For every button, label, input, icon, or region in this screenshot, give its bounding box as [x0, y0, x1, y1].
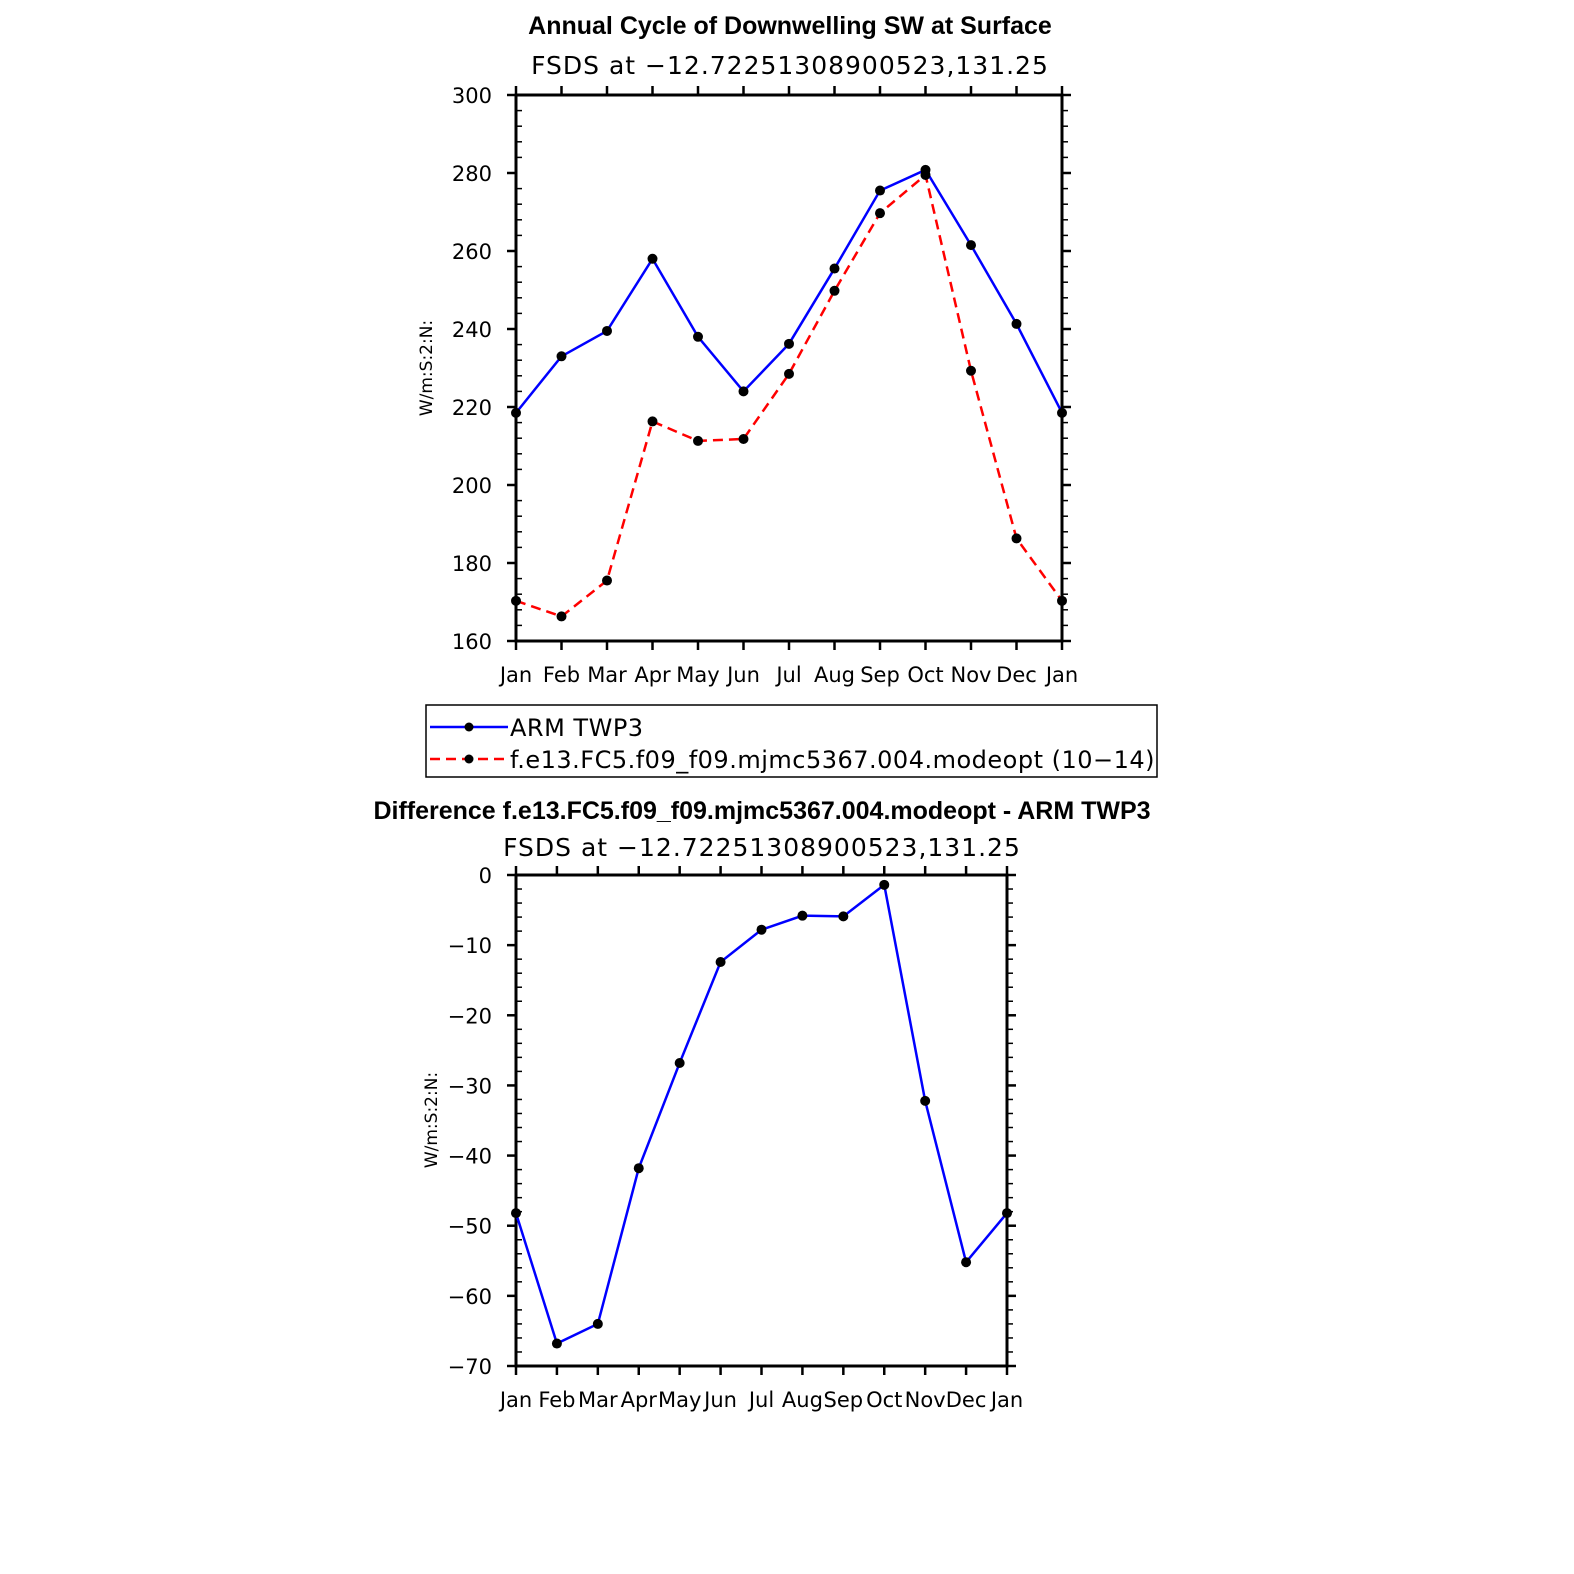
data-point: [921, 170, 931, 180]
data-point: [634, 1163, 644, 1173]
data-point: [511, 1208, 521, 1218]
data-point: [784, 369, 794, 379]
x-tick-label: Apr: [620, 1388, 657, 1412]
chart-subtitle: FSDS at −12.72251308900523,131.25: [503, 833, 1021, 862]
x-tick-label: May: [657, 1388, 702, 1412]
y-tick-label: 220: [451, 396, 492, 420]
legend-label-model: f.e13.FC5.f09_f09.mjmc5367.004.modeopt (10−14): [510, 746, 1156, 774]
y-tick-label: −60: [447, 1284, 492, 1309]
chart-title: Difference f.e13.FC5.f09_f09.mjmc5367.004.modeopt - ARM TWP3: [373, 797, 1151, 825]
data-point: [739, 434, 749, 444]
y-tick-label: 180: [451, 552, 492, 576]
data-point: [1012, 319, 1022, 329]
y-tick-label: −30: [447, 1074, 492, 1099]
y-tick-label: 0: [478, 864, 492, 888]
data-point: [1057, 408, 1067, 418]
data-point: [875, 186, 885, 196]
y-tick-label: 280: [451, 162, 492, 186]
x-tick-label: May: [676, 663, 720, 687]
data-point: [552, 1339, 562, 1349]
data-point: [557, 351, 567, 361]
data-point: [675, 1058, 685, 1068]
data-point: [648, 254, 658, 264]
chart-title: Annual Cycle of Downwelling SW at Surface: [528, 12, 1052, 40]
data-point: [920, 1096, 930, 1106]
data-point: [511, 408, 521, 418]
y-axis-label: W/m:S:2:N:: [422, 1071, 442, 1169]
data-point: [648, 416, 658, 426]
x-tick-label: Oct: [907, 663, 944, 687]
data-point: [716, 957, 726, 967]
x-tick-label: Apr: [634, 663, 671, 687]
plot-frame: [516, 95, 1062, 641]
x-tick-label: Jul: [776, 663, 802, 687]
x-tick-label: Feb: [538, 1388, 576, 1412]
annual-cycle-chart: [417, 12, 1157, 777]
x-tick-label: Oct: [866, 1388, 903, 1412]
series-line-1: [516, 175, 1062, 616]
x-tick-label: Jan: [1045, 663, 1079, 687]
data-point: [757, 925, 767, 935]
x-tick-label: Jul: [748, 1388, 775, 1412]
data-point: [693, 332, 703, 342]
x-tick-label: Dec: [945, 1388, 987, 1412]
data-point: [879, 880, 889, 890]
y-tick-label: −70: [447, 1355, 492, 1379]
y-tick-label: 240: [451, 318, 492, 342]
x-tick-label: Sep: [860, 663, 900, 687]
x-tick-label: Dec: [996, 663, 1037, 687]
data-point: [784, 339, 794, 349]
x-tick-label: Feb: [542, 663, 581, 687]
chart-subtitle: FSDS at −12.72251308900523,131.25: [531, 51, 1049, 80]
data-point: [693, 436, 703, 446]
x-tick-label: Nov: [904, 1388, 946, 1412]
plot-frame: [516, 875, 1007, 1366]
data-point: [1057, 596, 1067, 606]
data-point: [875, 208, 885, 218]
y-tick-label: 300: [451, 84, 492, 108]
data-point: [602, 326, 612, 336]
x-tick-label: Jan: [499, 1388, 533, 1412]
y-tick-label: −40: [447, 1144, 492, 1169]
series-line-0: [516, 885, 1007, 1344]
data-point: [511, 596, 521, 606]
data-point: [797, 911, 807, 921]
data-point: [966, 366, 976, 376]
legend-marker-model: [465, 755, 474, 764]
data-point: [961, 1257, 971, 1267]
data-point: [739, 386, 749, 396]
x-tick-label: Mar: [578, 1388, 618, 1412]
data-point: [830, 264, 840, 274]
x-tick-label: Mar: [587, 663, 627, 687]
x-tick-label: Jan: [499, 663, 533, 687]
y-tick-label: 260: [451, 240, 492, 264]
legend-marker-arm: [465, 723, 474, 732]
x-tick-label: Nov: [950, 663, 992, 687]
x-tick-label: Sep: [823, 1388, 864, 1412]
y-tick-label: −10: [447, 934, 492, 959]
data-point: [830, 286, 840, 296]
y-tick-label: −50: [447, 1214, 492, 1239]
data-point: [1012, 533, 1022, 543]
legend: [426, 705, 1157, 777]
y-axis-label: W/m:S:2:N:: [417, 319, 437, 417]
difference-chart: [373, 797, 1150, 1412]
x-tick-label: Jun: [704, 1388, 737, 1412]
data-point: [602, 576, 612, 586]
data-point: [1002, 1208, 1012, 1218]
data-point: [966, 240, 976, 250]
x-tick-label: Aug: [813, 663, 856, 687]
x-tick-label: Jun: [727, 663, 760, 687]
y-tick-label: 200: [451, 474, 492, 498]
legend-label-arm: ARM TWP3: [510, 714, 644, 742]
data-point: [838, 911, 848, 921]
data-point: [557, 611, 567, 621]
x-tick-label: Aug: [781, 1388, 823, 1412]
y-tick-label: 160: [451, 630, 492, 654]
y-tick-label: −20: [447, 1004, 492, 1029]
data-point: [593, 1319, 603, 1329]
x-tick-label: Jan: [990, 1388, 1024, 1412]
